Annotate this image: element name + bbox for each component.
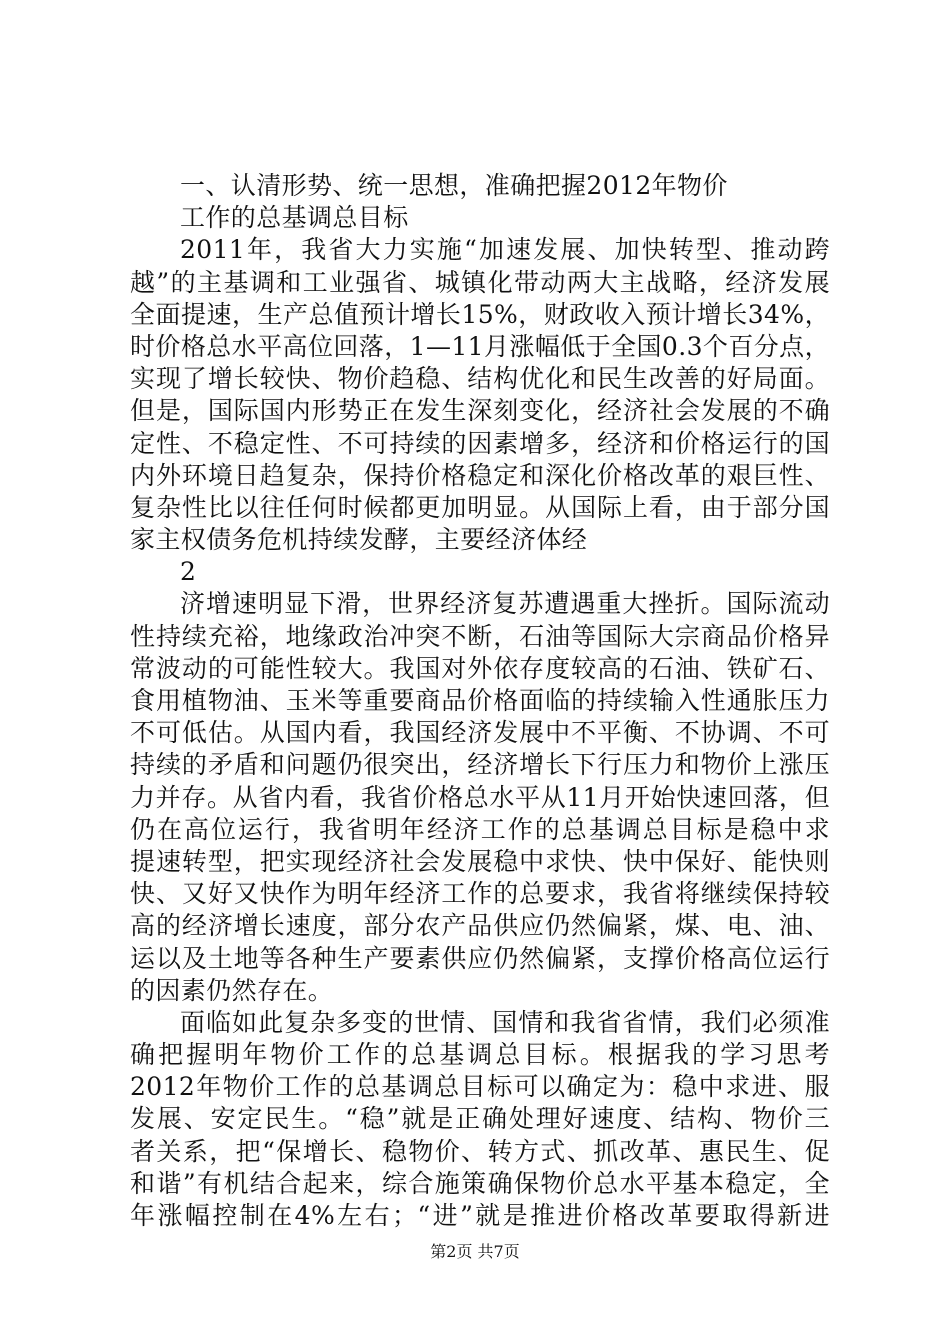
section-heading-line-2: 工作的总基调总目标	[180, 203, 409, 233]
paragraph-line: 确把握明年物价工作的总基调总目标。根据我的学习思考	[130, 1040, 830, 1070]
paragraph-line: 食用植物油、玉米等重要商品价格面临的持续输入性通胀压力	[130, 686, 830, 715]
paragraph-line: 2011年，我省大力实施“加速发展、加快转型、推动跨	[180, 235, 830, 265]
paragraph-line: 的因素仍然存在。	[130, 975, 334, 1005]
paragraph-line: 年涨幅控制在4%左右；“进”就是推进价格改革要取得新进	[130, 1201, 830, 1230]
paragraph-line: 面临如此复杂多变的世情、国情和我省省情，我们必须准	[180, 1007, 830, 1037]
paragraph-line: 仍在高位运行，我省明年经济工作的总基调总目标是稳中求	[130, 814, 830, 844]
section-heading-line-1: 一、认清形势、统一思想，准确把握2012年物价	[180, 171, 728, 200]
paragraph-line: 越”的主基调和工业强省、城镇化带动两大主战略，经济发展	[130, 267, 830, 297]
paragraph-line: 运以及土地等各种生产要素供应仍然偏紧，支撑价格高位运行	[130, 943, 830, 973]
paragraph-line: 力并存。从省内看，我省价格总水平从11月开始快速回落，但	[130, 782, 830, 812]
page-footer	[0, 1242, 950, 1262]
page-number-label: 第2页 共7页	[430, 1242, 520, 1261]
paragraph-line: 发展、安定民生。“稳”就是正确处理好速度、结构、物价三	[130, 1104, 830, 1134]
paragraph-line: 不可低估。从国内看，我国经济发展中不平衡、不协调、不可	[130, 718, 830, 748]
paragraph-line: 实现了增长较快、物价趋稳、结构优化和民生改善的好局面。	[130, 364, 830, 394]
paragraph-line: 快、又好又快作为明年经济工作的总要求，我省将继续保持较	[130, 879, 830, 909]
paragraph-line: 但是，国际国内形势正在发生深刻变化，经济社会发展的不确	[130, 396, 830, 426]
paragraph-line: 内外环境日趋复杂，保持价格稳定和深化价格改革的艰巨性、	[130, 460, 830, 490]
page-marker: 2	[180, 557, 197, 587]
paragraph-line: 高的经济增长速度，部分农产品供应仍然偏紧，煤、电、油、	[130, 911, 830, 941]
paragraph-line: 性持续充裕，地缘政治冲突不断，石油等国际大宗商品价格异	[130, 621, 830, 651]
paragraph-line: 定性、不稳定性、不可持续的因素增多，经济和价格运行的国	[130, 428, 830, 458]
paragraph-line: 持续的矛盾和问题仍很突出，经济增长下行压力和物价上涨压	[130, 750, 830, 780]
document-body	[130, 170, 830, 1232]
paragraph-line: 常波动的可能性较大。我国对外依存度较高的石油、铁矿石、	[130, 653, 830, 683]
paragraph-line: 提速转型，把实现经济社会发展稳中求快、快中保好、能快则	[130, 846, 830, 876]
paragraph-line: 时价格总水平高位回落，1—11月涨幅低于全国0.3个百分点，	[130, 331, 830, 361]
paragraph-line: 济增速明显下滑，世界经济复苏遭遇重大挫折。国际流动	[180, 589, 830, 619]
paragraph-line: 者关系，把“保增长、稳物价、转方式、抓改革、惠民生、促	[130, 1136, 830, 1166]
paragraph-line: 复杂性比以往任何时候都更加明显。从国际上看，由于部分国	[130, 492, 830, 522]
paragraph-line: 2012年物价工作的总基调总目标可以确定为：稳中求进、服	[130, 1072, 830, 1102]
paragraph-line: 家主权债务危机持续发酵，主要经济体经	[130, 525, 588, 555]
paragraph-line: 全面提速，生产总值预计增长15%，财政收入预计增长34%，	[130, 299, 830, 329]
paragraph-line: 和谐”有机结合起来，综合施策确保物价总水平基本稳定，全	[130, 1168, 830, 1198]
